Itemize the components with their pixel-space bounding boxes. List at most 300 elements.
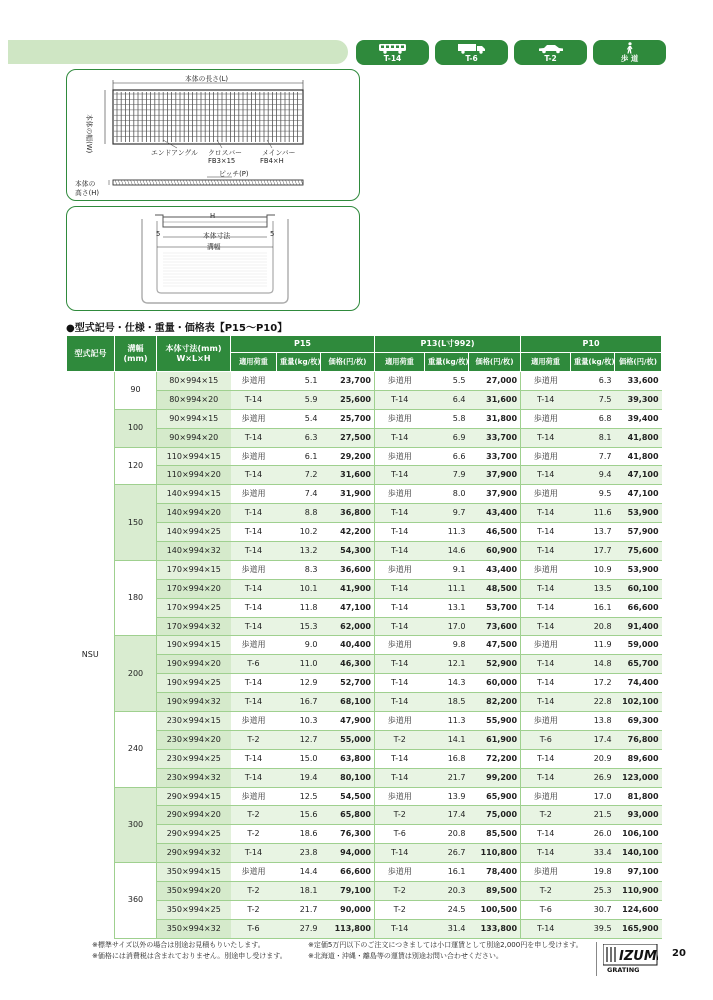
load-cell: T-14 [521,390,571,409]
header-weight: 重量(kg/枚) [425,353,469,372]
cross-bar-size: FB3×15 [208,157,236,165]
table-row [67,919,662,938]
groove-width-cell: 180 [115,560,157,636]
price-cell: 66,600 [321,863,375,882]
weight-cell: 21.7 [425,768,469,787]
price-cell: 76,800 [615,730,662,749]
weight-cell: 7.4 [277,485,321,504]
table-row [67,617,662,636]
header-p15: P15 [231,336,375,353]
load-cell: T-6 [521,730,571,749]
page-number: 20 [672,948,686,959]
table-row [67,655,662,674]
weight-cell: 21.7 [277,900,321,919]
price-cell: 123,000 [615,768,662,787]
load-cell: T-2 [521,882,571,901]
price-cell: 53,900 [615,504,662,523]
table-row [67,542,662,561]
price-cell: 25,600 [321,390,375,409]
load-cell: 歩道用 [231,787,277,806]
weight-cell: 17.7 [571,542,615,561]
price-cell: 99,200 [469,768,521,787]
load-cell: T-14 [375,542,425,561]
footer-divider [596,942,597,976]
weight-cell: 19.4 [277,768,321,787]
weight-cell: 18.1 [277,882,321,901]
dimension-cell: 190×994×25 [157,674,231,693]
price-cell: 133,800 [469,919,521,938]
weight-cell: 20.8 [425,825,469,844]
load-cell: 歩道用 [521,560,571,579]
load-cell: T-2 [375,900,425,919]
tab-label: T-14 [383,53,402,63]
price-cell: 85,500 [469,825,521,844]
table-row [67,674,662,693]
table-row [67,579,662,598]
load-cell: 歩道用 [521,409,571,428]
table-row [67,806,662,825]
table-row [67,730,662,749]
load-cell: T-14 [521,579,571,598]
weight-cell: 22.8 [571,693,615,712]
weight-cell: 13.8 [571,712,615,731]
five-left-label: 5 [156,230,161,238]
load-cell: T-14 [375,749,425,768]
load-cell: 歩道用 [231,485,277,504]
dimension-cell: 90×994×15 [157,409,231,428]
price-cell: 165,900 [615,919,662,938]
table-row [67,466,662,485]
price-cell: 52,900 [469,655,521,674]
dimension-cell: 110×994×15 [157,447,231,466]
weight-cell: 9.7 [425,504,469,523]
table-row [67,504,662,523]
price-cell: 36,800 [321,504,375,523]
notes-right [308,940,583,962]
price-cell: 73,600 [469,617,521,636]
dimension-cell: 350×994×25 [157,900,231,919]
width-label: 本体の幅(W) [85,114,93,154]
dimension-cell: 140×994×25 [157,523,231,542]
price-cell: 47,100 [321,598,375,617]
price-cell: 65,800 [321,806,375,825]
header-load: 適用荷重 [521,353,571,372]
price-cell: 113,800 [321,919,375,938]
weight-cell: 19.8 [571,863,615,882]
price-cell: 100,500 [469,900,521,919]
table-row [67,485,662,504]
logo-brand: IZUMI [619,949,658,964]
weight-cell: 6.1 [277,447,321,466]
weight-cell: 26.7 [425,844,469,863]
weight-cell: 12.5 [277,787,321,806]
dimension-cell: 290×994×15 [157,787,231,806]
price-cell: 46,300 [321,655,375,674]
load-cell: T-14 [375,428,425,447]
note: ※北海道・沖縄・離島等の運賃は別途お問い合わせください。 [308,952,503,960]
load-cell: T-2 [231,806,277,825]
price-cell: 80,100 [321,768,375,787]
load-cell: T-14 [231,598,277,617]
price-cell: 72,200 [469,749,521,768]
dimension-cell: 350×994×32 [157,919,231,938]
price-cell: 124,600 [615,900,662,919]
table-row [67,390,662,409]
header-width: 溝幅 (mm) [115,336,157,372]
dimension-cell: 190×994×15 [157,636,231,655]
dimension-cell: 140×994×15 [157,485,231,504]
load-cell: T-14 [375,693,425,712]
spec-price-table [66,335,662,939]
load-cell: 歩道用 [375,485,425,504]
load-cell: T-2 [375,806,425,825]
load-cell: T-14 [375,598,425,617]
price-cell: 140,100 [615,844,662,863]
load-cell: T-14 [521,428,571,447]
load-cell: T-14 [231,749,277,768]
dimension-cell: 80×994×20 [157,390,231,409]
load-cell: T-14 [231,523,277,542]
weight-cell: 12.9 [277,674,321,693]
price-cell: 33,700 [469,428,521,447]
load-cell: T-14 [375,466,425,485]
note: ※価格には消費税は含まれておりません。別途申し受けます。 [92,952,287,960]
load-cell: T-14 [521,542,571,561]
weight-cell: 17.0 [571,787,615,806]
load-cell: T-14 [375,390,425,409]
weight-cell: 16.1 [571,598,615,617]
price-cell: 89,500 [469,882,521,901]
pitch-label: ピッチ(P) [219,170,249,178]
dimension-cell: 80×994×15 [157,372,231,391]
table-row [67,372,662,391]
price-cell: 69,300 [615,712,662,731]
weight-cell: 12.1 [425,655,469,674]
load-cell: T-14 [521,674,571,693]
weight-cell: 17.4 [425,806,469,825]
price-cell: 31,800 [469,409,521,428]
body-dim-label: 本体寸法 [203,232,231,240]
groove-width-cell: 100 [115,409,157,447]
weight-cell: 16.7 [277,693,321,712]
price-cell: 37,900 [469,466,521,485]
weight-cell: 9.5 [571,485,615,504]
price-cell: 110,900 [615,882,662,901]
load-cell: T-14 [375,617,425,636]
price-cell: 90,000 [321,900,375,919]
price-cell: 82,200 [469,693,521,712]
price-cell: 68,100 [321,693,375,712]
price-cell: 43,400 [469,504,521,523]
load-cell: 歩道用 [231,372,277,391]
header-p10: P10 [521,336,662,353]
weight-cell: 14.3 [425,674,469,693]
table-row [67,428,662,447]
weight-cell: 23.8 [277,844,321,863]
dimension-cell: 140×994×32 [157,542,231,561]
price-cell: 27,500 [321,428,375,447]
header-weight: 重量(kg/枚) [277,353,321,372]
truck-icon [457,43,487,54]
price-cell: 75,600 [615,542,662,561]
table-row [67,523,662,542]
weight-cell: 12.7 [277,730,321,749]
groove-width-cell: 150 [115,485,157,561]
weight-cell: 14.1 [425,730,469,749]
table-row [67,749,662,768]
load-cell: T-14 [231,674,277,693]
header-load: 適用荷重 [375,353,425,372]
weight-cell: 11.3 [425,712,469,731]
price-cell: 60,900 [469,542,521,561]
dimension-cell: 170×994×32 [157,617,231,636]
weight-cell: 9.1 [425,560,469,579]
price-cell: 31,900 [321,485,375,504]
price-cell: 106,100 [615,825,662,844]
price-cell: 46,500 [469,523,521,542]
weight-cell: 9.8 [425,636,469,655]
price-cell: 52,700 [321,674,375,693]
dimension-cell: 140×994×20 [157,504,231,523]
load-cell: 歩道用 [375,560,425,579]
dimension-cell: 170×994×15 [157,560,231,579]
weight-cell: 15.0 [277,749,321,768]
weight-cell: 7.7 [571,447,615,466]
weight-cell: 9.0 [277,636,321,655]
tab-label: T-2 [544,53,557,63]
price-cell: 55,000 [321,730,375,749]
dimension-cell: 230×994×15 [157,712,231,731]
header-price: 価格(円/枚) [469,353,521,372]
pedestrian-icon [623,42,637,54]
main-bar-size: FB4×H [260,157,284,165]
header-p13: P13(L寸992) [375,336,521,353]
load-cell: T-14 [521,749,571,768]
load-cell: T-6 [521,900,571,919]
price-cell: 62,000 [321,617,375,636]
price-cell: 79,100 [321,882,375,901]
weight-cell: 20.3 [425,882,469,901]
table-row [67,693,662,712]
price-cell: 66,600 [615,598,662,617]
tab-t2 [514,40,587,65]
load-cell: T-14 [231,579,277,598]
price-cell: 59,000 [615,636,662,655]
table-row [67,900,662,919]
cross-section-drawing [67,207,359,310]
weight-cell: 6.8 [571,409,615,428]
load-cell: 歩道用 [521,485,571,504]
price-cell: 91,400 [615,617,662,636]
price-cell: 63,800 [321,749,375,768]
groove-width-cell: 90 [115,372,157,410]
header-bar [8,40,348,64]
dimension-cell: 350×994×15 [157,863,231,882]
weight-cell: 5.5 [425,372,469,391]
price-cell: 110,800 [469,844,521,863]
load-cell: T-2 [231,900,277,919]
load-cell: T-14 [521,466,571,485]
table-row [67,409,662,428]
weight-cell: 18.5 [425,693,469,712]
header-price: 価格(円/枚) [615,353,662,372]
price-cell: 41,800 [615,447,662,466]
header-model: 型式記号 [67,336,115,372]
price-cell: 33,600 [615,372,662,391]
load-cell: T-14 [521,844,571,863]
price-cell: 57,900 [615,523,662,542]
weight-cell: 7.9 [425,466,469,485]
price-cell: 53,900 [615,560,662,579]
weight-cell: 13.1 [425,598,469,617]
weight-cell: 15.6 [277,806,321,825]
load-cell: 歩道用 [375,636,425,655]
load-cell: 歩道用 [231,409,277,428]
load-cell: 歩道用 [521,372,571,391]
dimension-cell: 350×994×20 [157,882,231,901]
load-cell: T-14 [375,674,425,693]
load-cell: T-14 [521,768,571,787]
table-row [67,636,662,655]
weight-cell: 39.5 [571,919,615,938]
load-cell: T-14 [231,693,277,712]
price-cell: 40,400 [321,636,375,655]
load-cell: T-6 [231,655,277,674]
price-cell: 41,800 [615,428,662,447]
price-cell: 39,300 [615,390,662,409]
load-cell: T-14 [231,617,277,636]
weight-cell: 9.4 [571,466,615,485]
load-cell: T-14 [231,504,277,523]
price-cell: 89,600 [615,749,662,768]
price-cell: 31,600 [469,390,521,409]
weight-cell: 8.1 [571,428,615,447]
load-cell: 歩道用 [375,787,425,806]
price-cell: 65,900 [469,787,521,806]
price-cell: 48,500 [469,579,521,598]
price-cell: 53,700 [469,598,521,617]
load-cell: T-2 [231,882,277,901]
weight-cell: 14.8 [571,655,615,674]
note: ※標準サイズ以外の場合は別途お見積もりいたします。 [92,941,265,949]
load-class-tabs [356,40,666,65]
weight-cell: 13.5 [571,579,615,598]
weight-cell: 11.1 [425,579,469,598]
end-angle-label: エンドアングル [151,149,198,157]
price-cell: 75,000 [469,806,521,825]
weight-cell: 17.0 [425,617,469,636]
price-cell: 47,100 [615,466,662,485]
dimension-cell: 290×994×20 [157,806,231,825]
weight-cell: 26.9 [571,768,615,787]
dimension-cell: 290×994×32 [157,844,231,863]
price-cell: 47,100 [615,485,662,504]
weight-cell: 6.6 [425,447,469,466]
load-cell: T-14 [375,919,425,938]
model-cell: NSU [67,372,115,939]
weight-cell: 27.9 [277,919,321,938]
weight-cell: 30.7 [571,900,615,919]
price-cell: 60,100 [615,579,662,598]
groove-width-cell: 300 [115,787,157,863]
table-row [67,598,662,617]
weight-cell: 25.3 [571,882,615,901]
weight-cell: 5.4 [277,409,321,428]
weight-cell: 6.3 [277,428,321,447]
weight-cell: 10.3 [277,712,321,731]
load-cell: T-14 [521,655,571,674]
weight-cell: 11.3 [425,523,469,542]
dimension-cell: 230×994×32 [157,768,231,787]
groove-width-cell: 200 [115,636,157,712]
logo-mark [603,944,658,974]
header-dims: 本体寸法(mm) W×L×H [157,336,231,372]
price-cell: 47,900 [321,712,375,731]
cross-section-diagram [66,206,360,311]
load-cell: T-14 [231,844,277,863]
price-cell: 74,400 [615,674,662,693]
weight-cell: 10.9 [571,560,615,579]
load-cell: 歩道用 [521,636,571,655]
dimension-cell: 90×994×20 [157,428,231,447]
load-cell: T-14 [521,617,571,636]
load-cell: 歩道用 [375,372,425,391]
dimension-cell: 190×994×32 [157,693,231,712]
groove-width-cell: 120 [115,447,157,485]
load-cell: T-14 [231,768,277,787]
price-cell: 81,800 [615,787,662,806]
logo-sub: GRATING [607,966,640,974]
weight-cell: 6.3 [571,372,615,391]
price-cell: 94,000 [321,844,375,863]
tab-label: 歩 道 [620,54,639,63]
weight-cell: 5.8 [425,409,469,428]
tab-pedestrian [593,40,666,65]
groove-width-cell: 240 [115,712,157,788]
load-cell: 歩道用 [375,863,425,882]
weight-cell: 13.7 [571,523,615,542]
tab-t6 [435,40,508,65]
load-cell: 歩道用 [375,447,425,466]
weight-cell: 18.6 [277,825,321,844]
weight-cell: 11.9 [571,636,615,655]
weight-cell: 8.0 [425,485,469,504]
load-cell: T-14 [521,825,571,844]
price-cell: 33,700 [469,447,521,466]
weight-cell: 31.4 [425,919,469,938]
notes-left [92,940,287,962]
table-row [67,768,662,787]
load-cell: T-14 [521,919,571,938]
price-cell: 76,300 [321,825,375,844]
dimension-cell: 110×994×20 [157,466,231,485]
load-cell: 歩道用 [231,712,277,731]
load-cell: 歩道用 [231,863,277,882]
price-cell: 65,700 [615,655,662,674]
table-row [67,882,662,901]
izumi-grating-logo [603,944,658,974]
price-cell: 42,200 [321,523,375,542]
weight-cell: 8.8 [277,504,321,523]
price-cell: 60,000 [469,674,521,693]
weight-cell: 20.8 [571,617,615,636]
load-cell: 歩道用 [231,447,277,466]
price-cell: 97,100 [615,863,662,882]
load-cell: 歩道用 [231,636,277,655]
weight-cell: 10.1 [277,579,321,598]
load-cell: T-14 [231,428,277,447]
header-price: 価格(円/枚) [321,353,375,372]
